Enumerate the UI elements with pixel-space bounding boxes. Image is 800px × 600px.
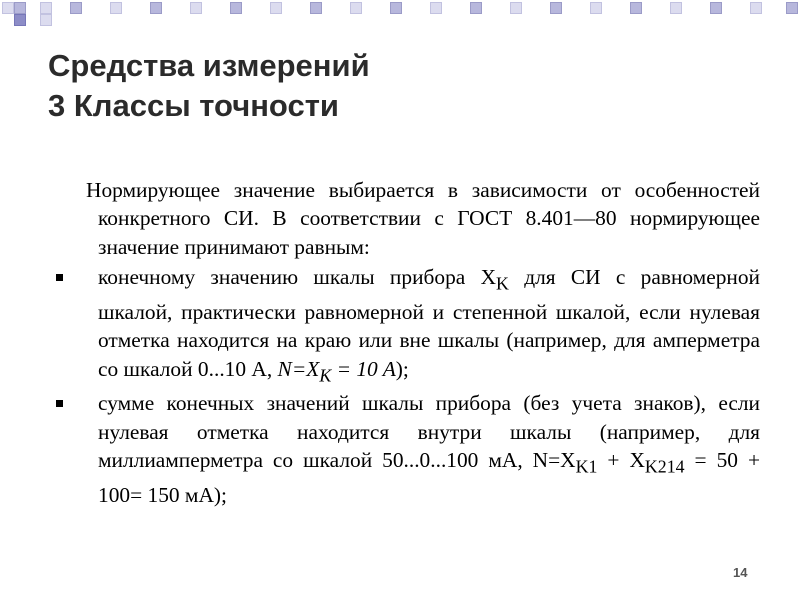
decor-square <box>150 2 162 14</box>
decor-square <box>670 2 682 14</box>
formula <box>277 356 396 385</box>
subscript: K1 <box>575 456 598 477</box>
decor-square <box>350 2 362 14</box>
decor-square <box>14 14 26 26</box>
item-text: конечному значению шкалы прибора X <box>98 265 497 290</box>
page-number: 14 <box>733 565 748 580</box>
decor-square <box>70 2 82 14</box>
decor-square <box>590 2 602 14</box>
decor-square <box>390 2 402 14</box>
subscript: K214 <box>644 456 685 477</box>
decor-square <box>110 2 122 14</box>
slide-title: Средства измерений <box>48 48 370 83</box>
formula-part: = 10 A <box>331 356 396 381</box>
item-text: ); <box>395 356 409 381</box>
list-item <box>56 263 760 389</box>
item-text: для СИ с равномерной шкалой, практически равномерной и степенной шкалой, если нулевая отметка находится на краю или вне шкалы (например, для амперметра со шкалой 0...10 А, <box>98 265 761 381</box>
title-block <box>48 46 370 126</box>
item-text: сумме конечных значений шкалы прибора (без учета знаков), если нулевая отметка находится внутри шкалы (например, для миллиамперметра со шкалой 50...0...100 мА, N=X <box>98 391 760 473</box>
item-text: = 50 + 100= 150 мА); <box>98 448 761 507</box>
decor-square <box>40 14 52 26</box>
formula-part: N=X <box>277 356 320 381</box>
decor-square <box>230 2 242 14</box>
decor-square <box>2 2 14 14</box>
decor-square <box>470 2 482 14</box>
decor-square <box>310 2 322 14</box>
decor-square <box>710 2 722 14</box>
bullet-square-icon <box>56 400 63 407</box>
decor-square <box>750 2 762 14</box>
slide-subtitle: 3 Классы точности <box>48 88 339 123</box>
bullet-square-icon <box>56 274 63 281</box>
slide-body <box>56 176 760 509</box>
decor-square <box>430 2 442 14</box>
list-item <box>56 389 760 509</box>
decor-square <box>630 2 642 14</box>
decor-square <box>270 2 282 14</box>
decor-square <box>510 2 522 14</box>
decorative-squares <box>0 0 800 28</box>
decor-square <box>550 2 562 14</box>
decor-square <box>190 2 202 14</box>
subscript: K <box>319 365 332 385</box>
subscript: K <box>496 273 509 294</box>
item-text: + X <box>597 448 645 473</box>
decor-square <box>14 2 26 14</box>
decor-square <box>786 2 798 14</box>
intro-paragraph: Нормирующее значение выбирается в зависимости от особенностей конкретного СИ. В соответствии с ГОСТ 8.401—80 нормирующее значение принимают равным: <box>86 178 760 259</box>
decor-square <box>40 2 52 14</box>
